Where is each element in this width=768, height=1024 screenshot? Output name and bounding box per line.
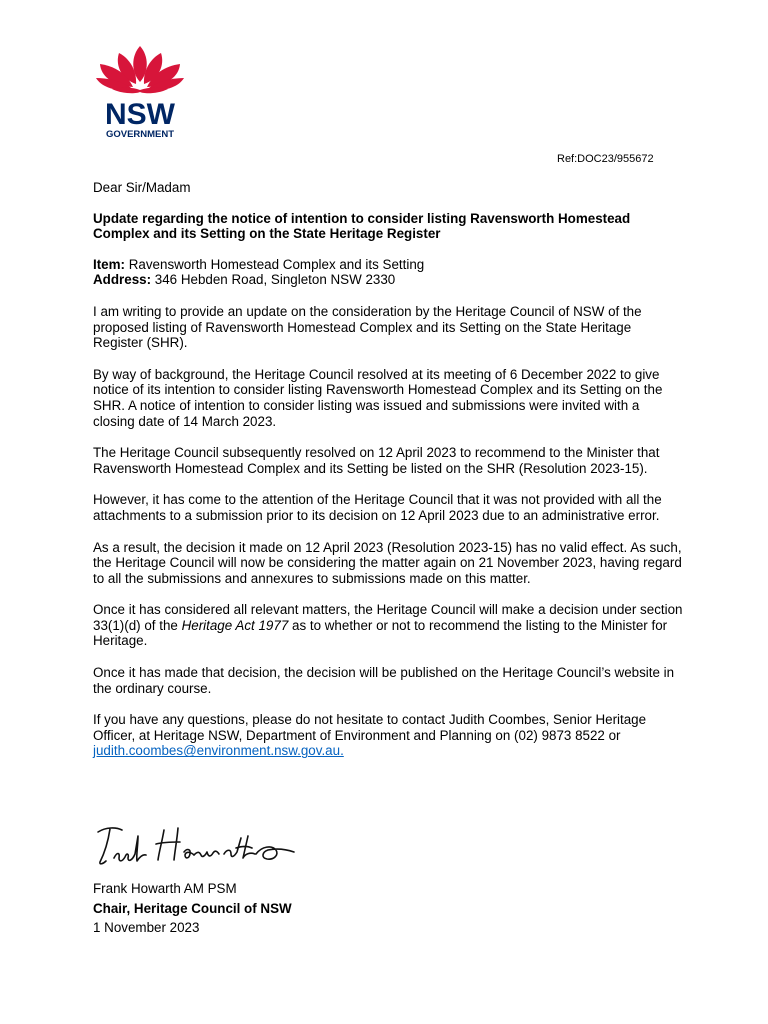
paragraph-5: As a result, the decision it made on 12 April 2023 (Resolution 2023-15) has no valid effect. As such, the Heritage Council will now be considering the matter again on 21 November 2023, having regard to all the submissions and annexures to submissions made on this matter.: [93, 539, 682, 586]
handwritten-signature: [92, 818, 297, 880]
signatory-name: Frank Howarth AM PSM: [93, 881, 237, 896]
address-label: Address:: [93, 272, 152, 288]
signatory-title: Chair, Heritage Council of NSW: [93, 900, 292, 916]
item-line: [93, 257, 683, 273]
letter-date: 1 November 2023: [93, 920, 200, 935]
paragraph-6-end: as to whether or not to recommend the listing to the Minister for Heritage.: [93, 617, 668, 649]
item-details: [93, 257, 683, 288]
paragraph-1: I am writing to provide an update on the consideration by the Heritage Council of NSW of the proposed listing of Ravensworth Homestead Complex and its Setting on the State Heritage Register (SHR).: [93, 303, 642, 351]
contact-text: If you have any questions, please do not hesitate to contact Judith Coombes, Senior Heritage Officer, at Heritage NSW, Department of Environment and Planning on (02) 9873 8522 or: [93, 712, 647, 743]
paragraph-6-start: Once it has considered all relevant matters, the Heritage Council will make a decision under section 33(1)(d) of the: [93, 602, 683, 633]
item-label: Item:: [93, 256, 125, 272]
waratah-flower-icon: [96, 46, 184, 93]
nsw-government-logo: [92, 44, 188, 140]
salutation: Dear Sir/Madam: [93, 180, 191, 195]
paragraph-6: [93, 602, 683, 649]
subject-heading: Update regarding the notice of intention to consider listing Ravensworth Homestead Complex and its Setting on the State Heritage Register: [93, 210, 631, 242]
signature-block: [93, 879, 292, 938]
logo-government-text: GOVERNMENT: [105, 129, 175, 140]
paragraph-2: By way of background, the Heritage Council resolved at its meeting of 6 December 2022 to give notice of its intention to consider listing Ravensworth Homestead Complex and its Setting on the SHR. A notice of intention to consider listing was issued and submissions were invited with a closing date of 14 March 2023.: [93, 366, 663, 429]
letter-body: [93, 180, 683, 775]
paragraph-7: Once it has made that decision, the decision will be published on the Heritage Council’s website in the ordinary course.: [93, 665, 675, 696]
paragraph-4: However, it has come to the attention of the Heritage Council that it was not provided with all the attachments to a submission prior to its decision on 12 April 2023 due to an administrative error.: [93, 492, 662, 523]
paragraph-8: [93, 712, 683, 759]
address-value: 346 Hebden Road, Singleton NSW 2330: [154, 272, 396, 288]
logo-nsw-text: NSW: [105, 98, 175, 131]
heritage-act-title: Heritage Act 1977: [181, 617, 289, 633]
contact-email-link[interactable]: judith.coombes@environment.nsw.gov.au.: [93, 743, 344, 759]
reference-number: Ref:DOC23/955672: [557, 153, 654, 165]
address-line: [93, 272, 683, 288]
item-value: Ravensworth Homestead Complex and its Setting: [128, 256, 425, 272]
paragraph-3: The Heritage Council subsequently resolved on 12 April 2023 to recommend to the Minister that Ravensworth Homestead Complex and its Setting be listed on the SHR (Resolution 2023-15).: [93, 445, 660, 476]
